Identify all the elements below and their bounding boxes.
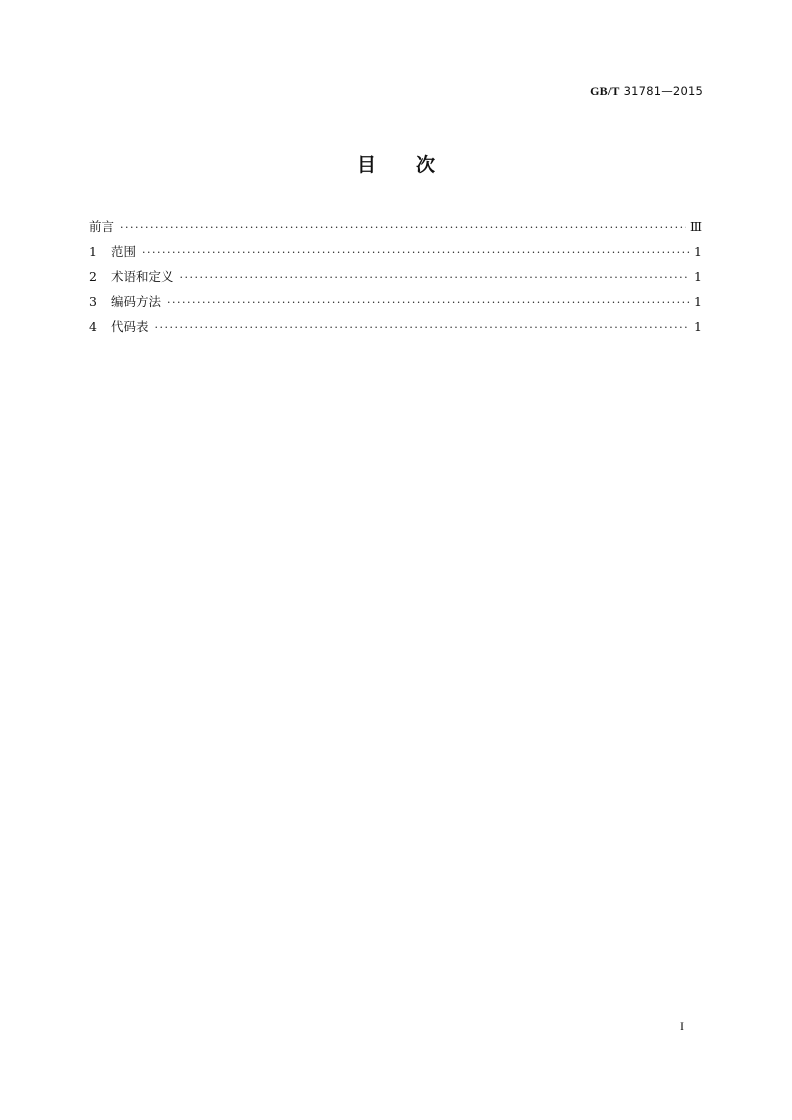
toc-title xyxy=(0,150,792,177)
toc-entry-code-table[interactable] xyxy=(89,314,702,339)
toc-entry-number: 4 xyxy=(89,319,97,334)
toc-entry-number: 2 xyxy=(89,269,97,284)
toc-entry-page: 1 xyxy=(694,294,702,309)
toc-entry-label: 代码表 xyxy=(111,319,149,334)
toc-leader-dots xyxy=(180,265,691,290)
toc-title-char-1: 目 xyxy=(356,154,376,176)
toc-entry-label: 术语和定义 xyxy=(111,269,174,284)
toc-entry-coding-method[interactable] xyxy=(89,289,702,314)
toc-leader-dots xyxy=(120,215,686,240)
toc-entry-terms[interactable] xyxy=(89,264,702,289)
toc-entry-page: 1 xyxy=(694,319,702,334)
standard-code xyxy=(590,84,703,99)
toc-entry-scope[interactable] xyxy=(89,239,702,264)
toc-entry-number: 1 xyxy=(89,244,97,259)
toc-leader-dots xyxy=(142,240,690,265)
toc-entry-page: 1 xyxy=(694,244,702,259)
standard-number: 31781—2015 xyxy=(623,84,703,98)
toc-entry-page: 1 xyxy=(694,269,702,284)
standard-prefix: GB/T xyxy=(590,84,620,98)
toc-entry-label: 编码方法 xyxy=(111,294,162,309)
toc-leader-dots xyxy=(155,315,691,340)
toc-entry-label: 前言 xyxy=(89,219,115,234)
toc-title-char-2: 次 xyxy=(416,154,436,176)
toc-entry-number: 3 xyxy=(89,294,97,309)
toc-entry-foreword[interactable] xyxy=(89,214,702,239)
toc-entry-label: 范围 xyxy=(111,244,137,259)
table-of-contents xyxy=(89,214,702,339)
page-number: I xyxy=(680,1019,684,1033)
toc-entry-page: Ⅲ xyxy=(689,219,702,234)
toc-leader-dots xyxy=(167,290,690,315)
